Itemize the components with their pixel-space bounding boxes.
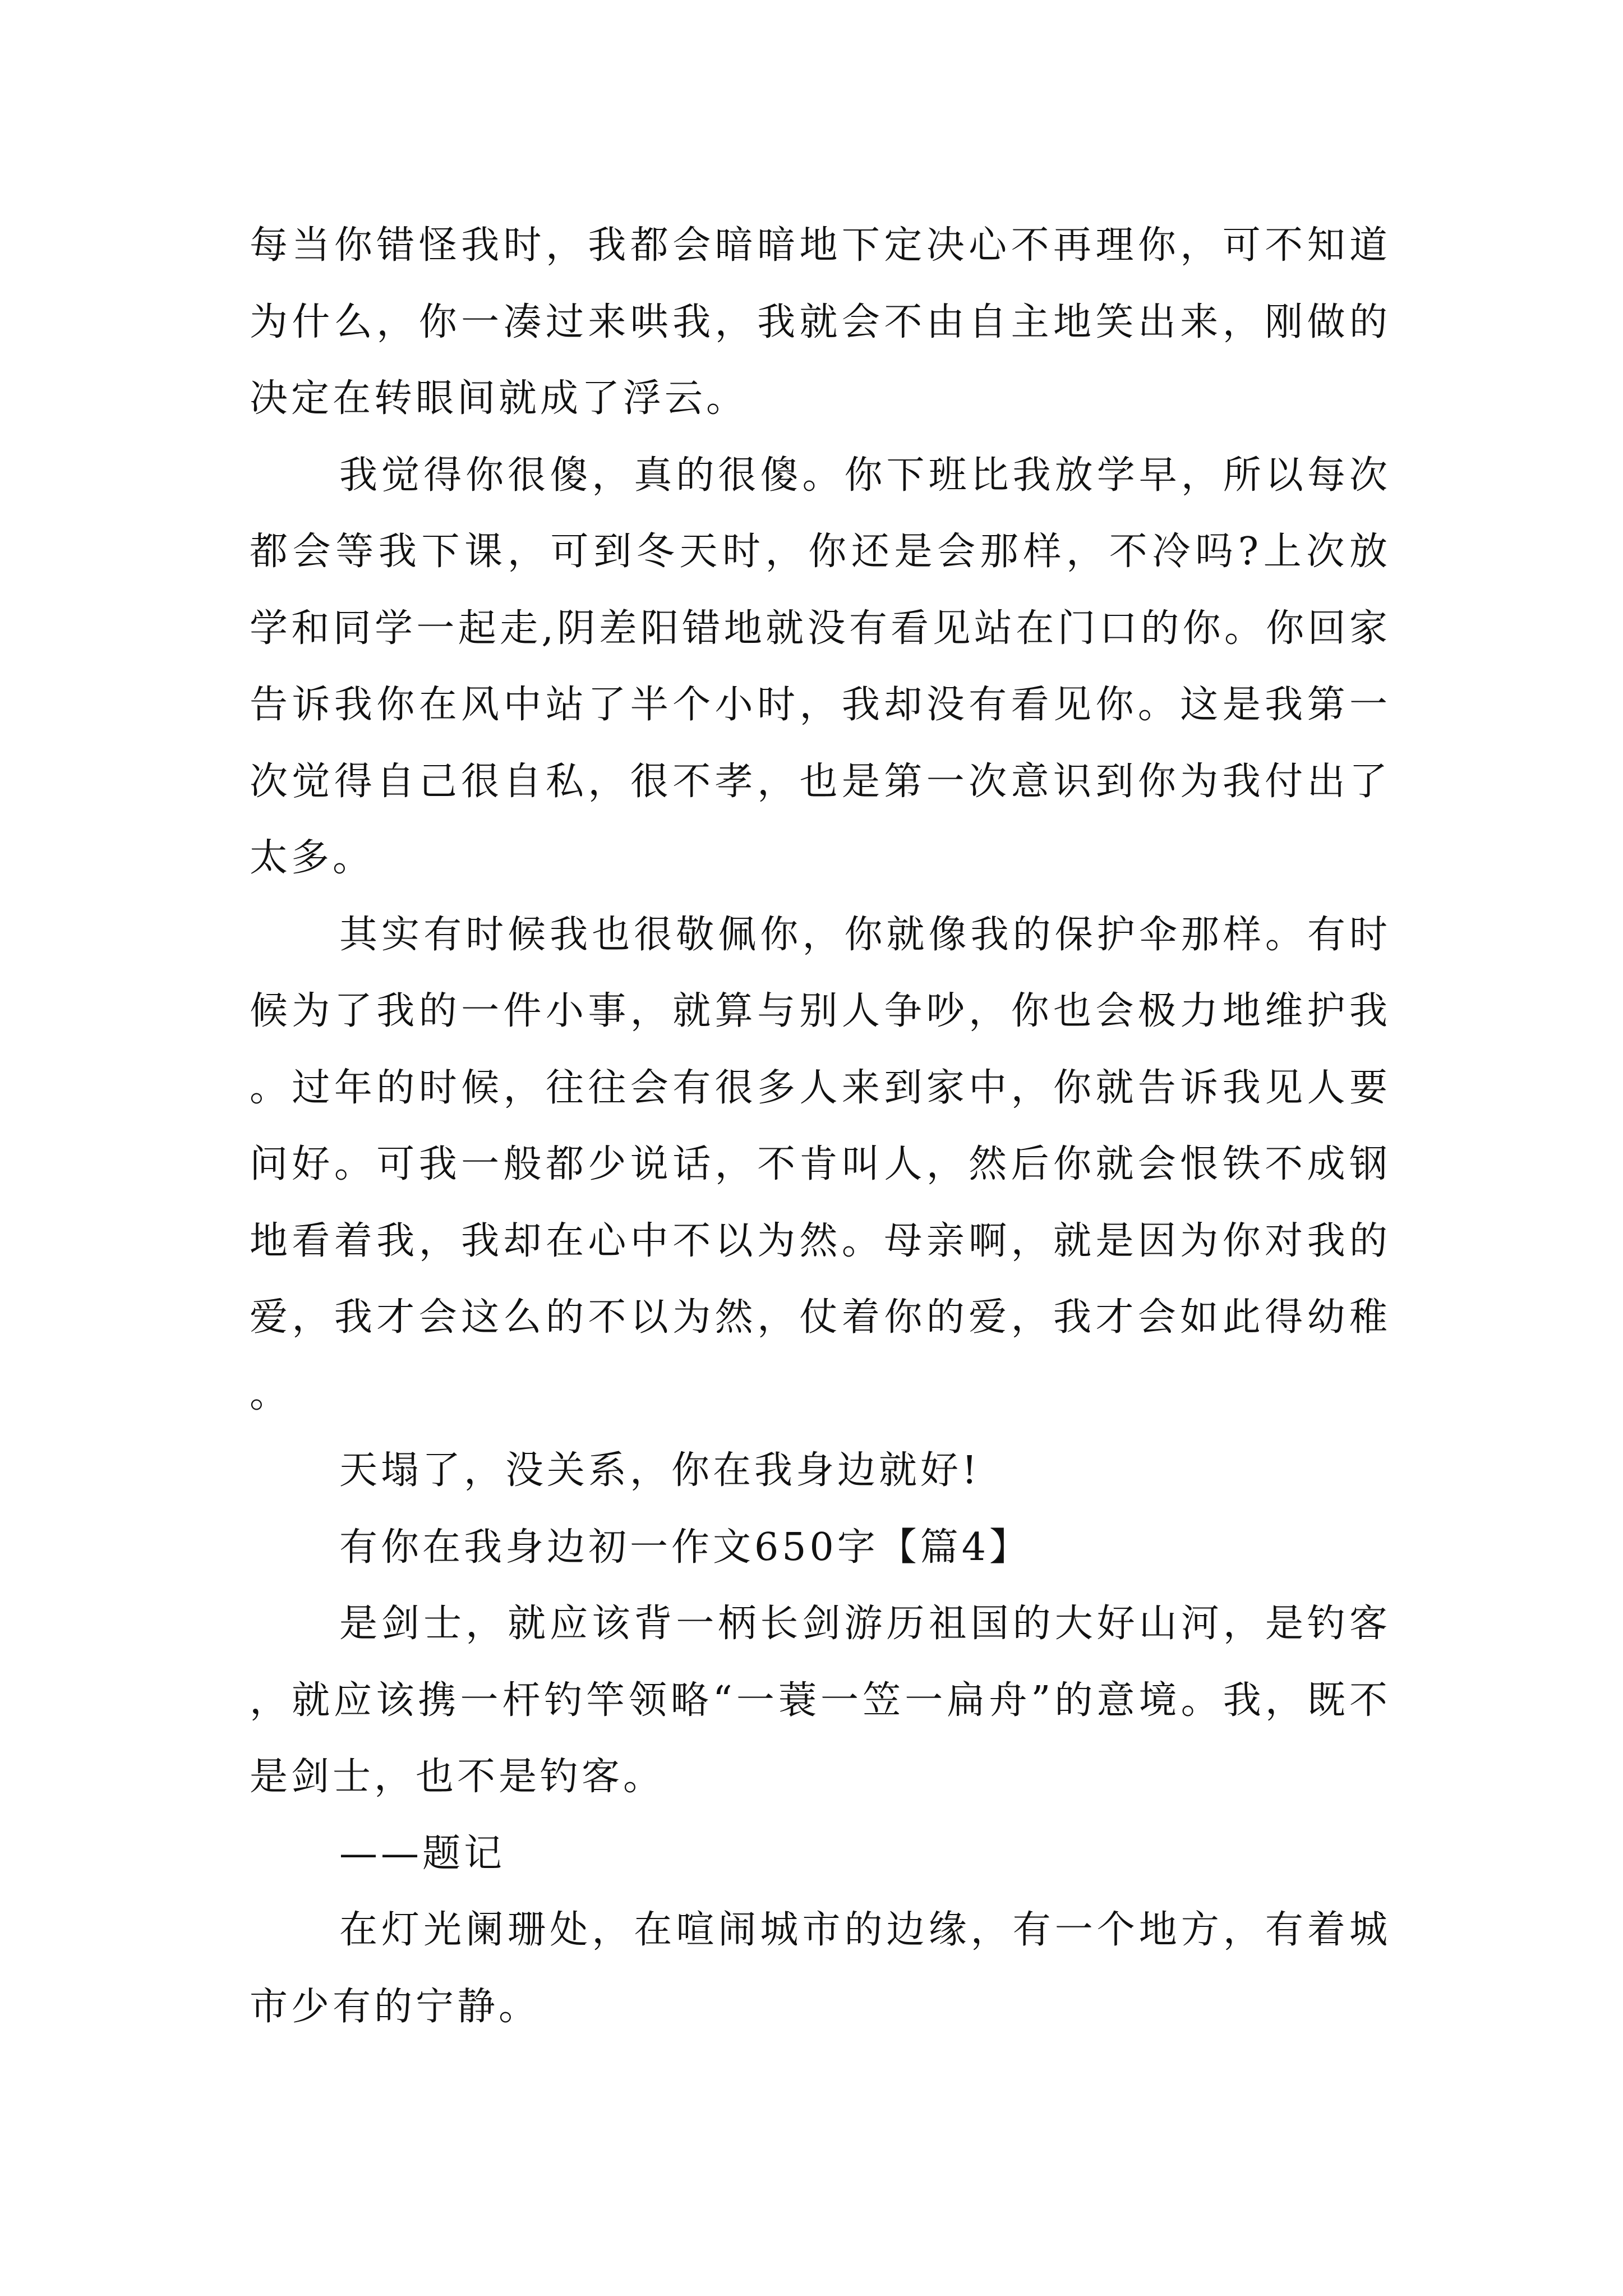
document-body	[250, 208, 1391, 2045]
paragraph: 每当你错怪我时，我都会暗暗地下定决心不再理你，可不知道为什么，你一凑过来哄我，我就会不由自主地笑出来，刚做的决定在转眼间就成了浮云。	[250, 223, 1391, 421]
paragraph: 我觉得你很傻，真的很傻。你下班比我放学早，所以每次都会等我下课，可到冬天时，你还是会那样，不冷吗?上次放学和同学一起走,阴差阳错地就没有看见站在门口的你。你回家告诉我你在风中站了半个小时，我却没有看见你。这是我第一次觉得自己很自私，很不孝，也是第一次意识到你为我付出了太多。	[250, 453, 1391, 880]
epigraph-attribution: ——题记	[339, 1831, 506, 1876]
paragraph: 在灯光阑珊处，在喧闹城市的边缘，有一个地方，有着城市少有的宁静。	[250, 1908, 1391, 2029]
paragraph: 是剑士，就应该背一柄长剑游历祖国的大好山河，是钓客，就应该携一杆钓竿领略“一蓑一笠一扁舟”的意境。我，既不是剑士，也不是钓客。	[250, 1602, 1391, 1799]
section-heading: 有你在我身边初一作文650字【篇4】	[339, 1525, 1031, 1570]
paragraph: 天塌了，没关系，你在我身边就好!	[339, 1448, 981, 1493]
paragraph: 其实有时候我也很敬佩你，你就像我的保护伞那样。有时候为了我的一件小事，就算与别人争吵，你也会极力地维护我。过年的时候，往往会有很多人来到家中，你就告诉我见人要问好。可我一般都少说话，不肯叫人，然后你就会恨铁不成钢地看着我，我却在心中不以为然。母亲啊，就是因为你对我的爱，我才会这么的不以为然，仗着你的爱，我才会如此得幼稚。	[250, 912, 1391, 1416]
